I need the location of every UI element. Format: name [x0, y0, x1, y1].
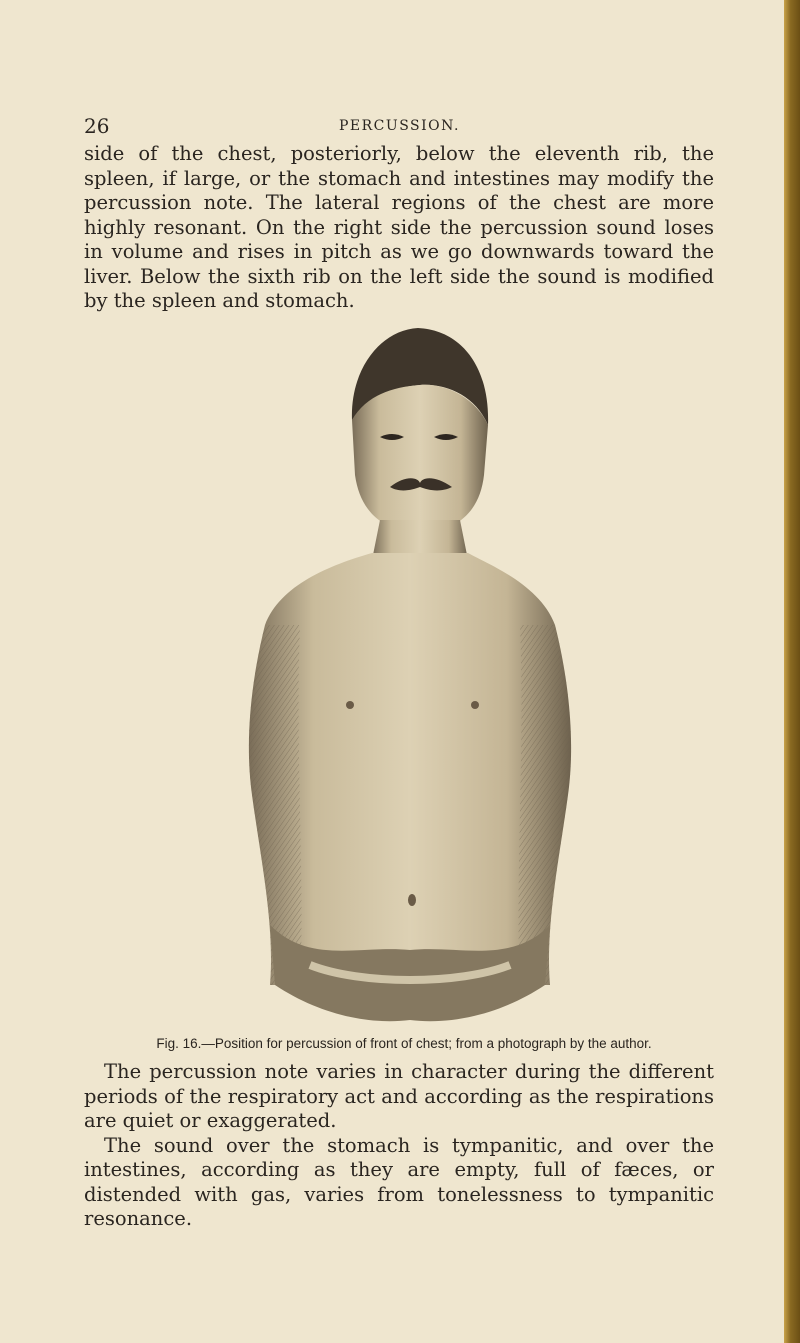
paragraph-respiratory	[84, 1060, 714, 1232]
face-shape	[352, 385, 488, 535]
page-header	[84, 114, 724, 138]
left-nipple	[346, 701, 354, 709]
paragraph-respiratory-text: The percussion note varies in character during the different periods of the respiratory act and according as the respirations are quiet or exaggerated.	[84, 1060, 714, 1132]
navel	[408, 894, 416, 906]
page-edge	[784, 0, 800, 1343]
paragraph-chest-lateral: side of the chest, posteriorly, below the eleventh rib, the spleen, if large, or the stomach and intestines may modify the percussion note. The lateral regions of the chest are more highly resonant. On the right side the percussion sound loses in volume and rises in pitch as we go downwards toward the liver. Below the sixth rib on the left side the sound is modified by the spleen and stomach.	[84, 142, 714, 312]
right-nipple	[471, 701, 479, 709]
running-head: PERCUSSION.	[339, 118, 460, 134]
figure-illustration	[240, 325, 580, 1025]
page-number: 26	[84, 114, 110, 138]
figure-caption: Fig. 16.—Position for percussion of front of chest; from a photograph by the author.	[156, 1036, 652, 1051]
paragraph-stomach-text: The sound over the stomach is tympanitic, and over the intestines, according as they are empty, full of fæces, or distended with gas, varies from tonelessness to tympanitic resonance.	[84, 1133, 714, 1230]
